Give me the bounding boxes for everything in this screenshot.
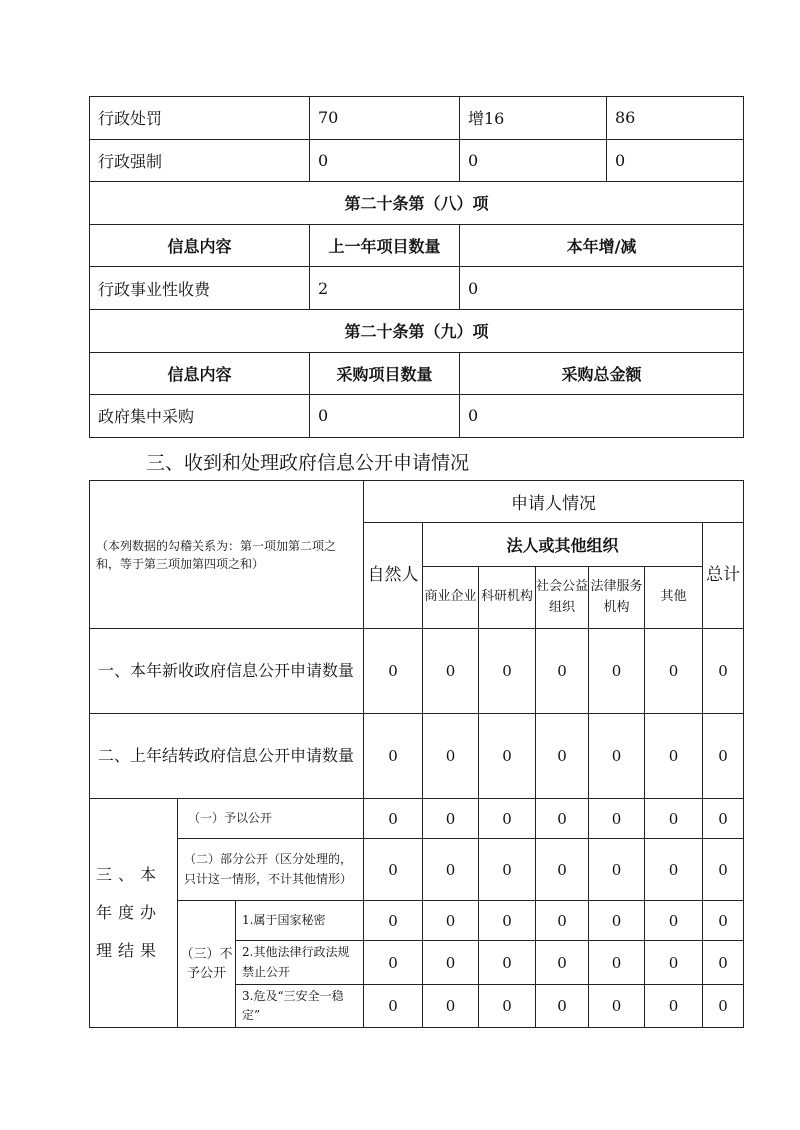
cell-value: 86 [607,97,744,140]
column-header: 采购总金额 [460,352,744,395]
cell-value: 0 [589,985,645,1028]
cell-value: 0 [536,714,589,799]
table-row [90,139,744,182]
table-row [90,799,744,839]
cell-value: 0 [645,799,703,839]
row-label: 行政处罚 [90,97,310,140]
cell-value: 0 [460,395,744,438]
cell-value: 0 [645,629,703,714]
cell-value: 0 [310,139,460,182]
org-type-header: 社会公益组织 [536,567,589,629]
header-row [90,352,744,395]
cell-value: 0 [423,629,479,714]
cell-value: 0 [479,901,536,941]
legal-org-header: 法人或其他组织 [423,523,703,567]
cell-value: 0 [364,799,423,839]
org-type-header: 其他 [645,567,703,629]
application-stats-table [89,480,744,1028]
cell-value: 0 [364,714,423,799]
table-row [90,714,744,799]
cell-value: 0 [703,714,744,799]
cell-value: 0 [645,839,703,901]
cell-value: 0 [589,629,645,714]
result-group-label: 三、本年度办理结果 [90,799,178,1028]
reconciliation-note: （本列数据的勾稽关系为：第一项加第二项之和，等于第三项加第四项之和） [90,481,364,629]
row-label: 一、本年新收政府信息公开申请数量 [90,629,364,714]
org-type-header: 科研机构 [479,567,536,629]
cell-value: 0 [645,985,703,1028]
cell-value: 0 [589,901,645,941]
cell-value: 0 [423,941,479,985]
refuse-group-label: （三）不予公开 [178,901,236,1028]
cell-value: 0 [645,714,703,799]
cell-value: 0 [423,985,479,1028]
column-header: 信息内容 [90,224,310,267]
table-row [90,901,744,941]
org-type-header: 商业企业 [423,567,479,629]
cell-value: 0 [460,139,607,182]
cell-value: 0 [536,941,589,985]
cell-value: 0 [703,941,744,985]
column-header: 采购项目数量 [310,352,460,395]
cell-value: 70 [310,97,460,140]
cell-value: 0 [536,839,589,901]
row-label: 2.其他法律行政法规禁止公开 [236,941,364,985]
cell-value: 0 [423,799,479,839]
row-label: 1.属于国家秘密 [236,901,364,941]
row-label: 二、上年结转政府信息公开申请数量 [90,714,364,799]
section-title: 第二十条第（九）项 [90,309,744,352]
cell-value: 0 [364,839,423,901]
section-title: 第二十条第（八）项 [90,182,744,225]
cell-value: 0 [479,629,536,714]
column-header: 信息内容 [90,352,310,395]
applicant-header: 申请人情况 [364,481,744,523]
row-label: （二）部分公开（区分处理的，只计这一情形，不计其他情形） [178,839,364,901]
cell-value: 0 [479,799,536,839]
table-row [90,97,744,140]
cell-value: 0 [703,799,744,839]
total-header: 总计 [703,523,744,629]
cell-value: 0 [423,901,479,941]
natural-person-header: 自然人 [364,523,423,629]
cell-value: 0 [479,941,536,985]
cell-value: 0 [607,139,744,182]
cell-value: 0 [479,985,536,1028]
row-label: 行政事业性收费 [90,267,310,310]
cell-value: 0 [364,629,423,714]
row-label: 政府集中采购 [90,395,310,438]
table-row [90,629,744,714]
cell-value: 0 [703,901,744,941]
cell-value: 0 [460,267,744,310]
cell-value: 0 [536,901,589,941]
row-label: （一）予以公开 [178,799,364,839]
cell-value: 0 [589,799,645,839]
cell-value: 0 [703,839,744,901]
cell-value: 0 [703,629,744,714]
header-row [90,481,744,523]
cell-value: 0 [536,985,589,1028]
cell-value: 0 [423,839,479,901]
cell-value: 增16 [460,97,607,140]
org-type-header: 法律服务机构 [589,567,645,629]
table-row [90,839,744,901]
cell-value: 0 [536,629,589,714]
statistics-table-top [89,96,744,438]
cell-value: 0 [536,799,589,839]
cell-value: 0 [589,941,645,985]
cell-value: 0 [703,985,744,1028]
cell-value: 0 [310,395,460,438]
row-label: 3.危及“三安全一稳定” [236,985,364,1028]
table-row [90,395,744,438]
header-row [90,224,744,267]
column-header: 本年增/减 [460,224,744,267]
cell-value: 0 [364,901,423,941]
cell-value: 0 [423,714,479,799]
cell-value: 2 [310,267,460,310]
section-title-row [90,309,744,352]
cell-value: 0 [645,941,703,985]
column-header: 上一年项目数量 [310,224,460,267]
cell-value: 0 [364,985,423,1028]
section-heading: 三、收到和处理政府信息公开申请情况 [146,452,470,474]
cell-value: 0 [645,901,703,941]
cell-value: 0 [589,714,645,799]
cell-value: 0 [589,839,645,901]
cell-value: 0 [364,941,423,985]
table-row [90,267,744,310]
row-label: 行政强制 [90,139,310,182]
cell-value: 0 [479,839,536,901]
cell-value: 0 [479,714,536,799]
section-title-row [90,182,744,225]
